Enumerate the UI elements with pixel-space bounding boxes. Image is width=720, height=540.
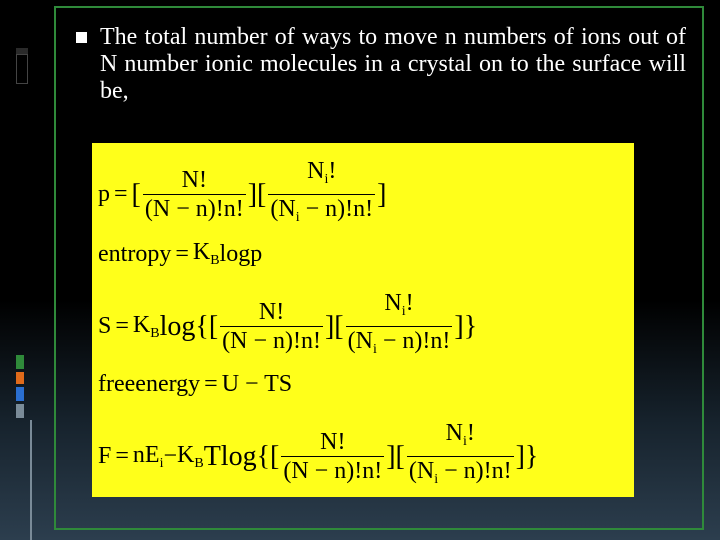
p-lhs: p: [98, 181, 110, 207]
s-log: log{[: [159, 310, 219, 342]
p-num-1: N!: [181, 167, 207, 193]
bullet-item: [76, 24, 686, 105]
free-rhs: U − TS: [221, 371, 293, 397]
entropy-k: $K_B$: [192, 239, 220, 268]
f-ne: $nE_i$: [132, 441, 164, 471]
s-mid: ][: [324, 310, 344, 342]
decor-gray-tab: [16, 404, 24, 418]
s-close: ]}: [454, 310, 478, 342]
formula-f: [98, 419, 538, 494]
bullet-text: The total number of ways to move n numbers of ions out of N number ionic molecules in a crystal on to the surface will be,: [100, 24, 686, 104]
f-mid: ][: [386, 440, 405, 472]
p-frac-2: [268, 157, 375, 232]
decor-block: [16, 54, 28, 84]
p-close: ]: [377, 178, 387, 210]
square-bullet-icon: [76, 32, 87, 43]
free-eq: =: [204, 371, 218, 397]
f-num-1: N!: [320, 429, 346, 455]
f-den-2: $(N_i - n)!n$!: [407, 456, 514, 494]
f-minus: −: [163, 443, 178, 469]
formula-p: [98, 157, 386, 232]
f-den-1: (N − n)!n!: [283, 458, 383, 484]
s-den-2: $(N_i - n)!n$!: [346, 326, 453, 364]
s-den-1: (N − n)!n!: [222, 328, 321, 354]
f-tlog: Tlog{[: [203, 440, 280, 472]
s-frac-1: [220, 298, 323, 355]
f-close: ]}: [515, 440, 539, 472]
formula-box: [92, 143, 634, 497]
f-num-2: $N_i$!: [445, 420, 475, 449]
p-den-2: $(N_i - n)!n$!: [268, 194, 375, 232]
f-frac-1: [281, 428, 384, 485]
formula-entropy: [98, 239, 262, 269]
decor-blue-tab: [16, 387, 24, 401]
p-num-2: $N_i$!: [307, 158, 337, 187]
p-frac-1: [143, 166, 246, 223]
entropy-lhs: entropy: [98, 240, 172, 267]
s-lhs: S: [98, 313, 112, 339]
decor-orange-tab: [16, 372, 24, 384]
s-frac-2: [346, 289, 453, 364]
decor-green-tab: [16, 355, 24, 369]
formula-freeenergy: [98, 371, 292, 398]
s-k: $K_B$: [132, 311, 160, 341]
f-lhs: F: [98, 443, 112, 469]
s-eq: =: [115, 313, 129, 339]
p-open: [: [131, 178, 141, 210]
s-num-2: $N_i$!: [384, 290, 414, 319]
formula-s: [98, 289, 477, 364]
entropy-eq: =: [175, 240, 189, 267]
entropy-rhs: logp: [219, 240, 263, 267]
p-eq: =: [114, 181, 128, 207]
f-eq: =: [115, 443, 129, 469]
f-frac-2: [407, 419, 514, 494]
s-num-1: N!: [258, 299, 285, 325]
p-mid: ][: [247, 178, 267, 210]
f-k: $K_B$: [177, 441, 204, 471]
decor-line: [30, 420, 32, 540]
free-lhs: freeenergy: [98, 371, 201, 397]
p-den-1: (N − n)!n!: [144, 196, 244, 222]
